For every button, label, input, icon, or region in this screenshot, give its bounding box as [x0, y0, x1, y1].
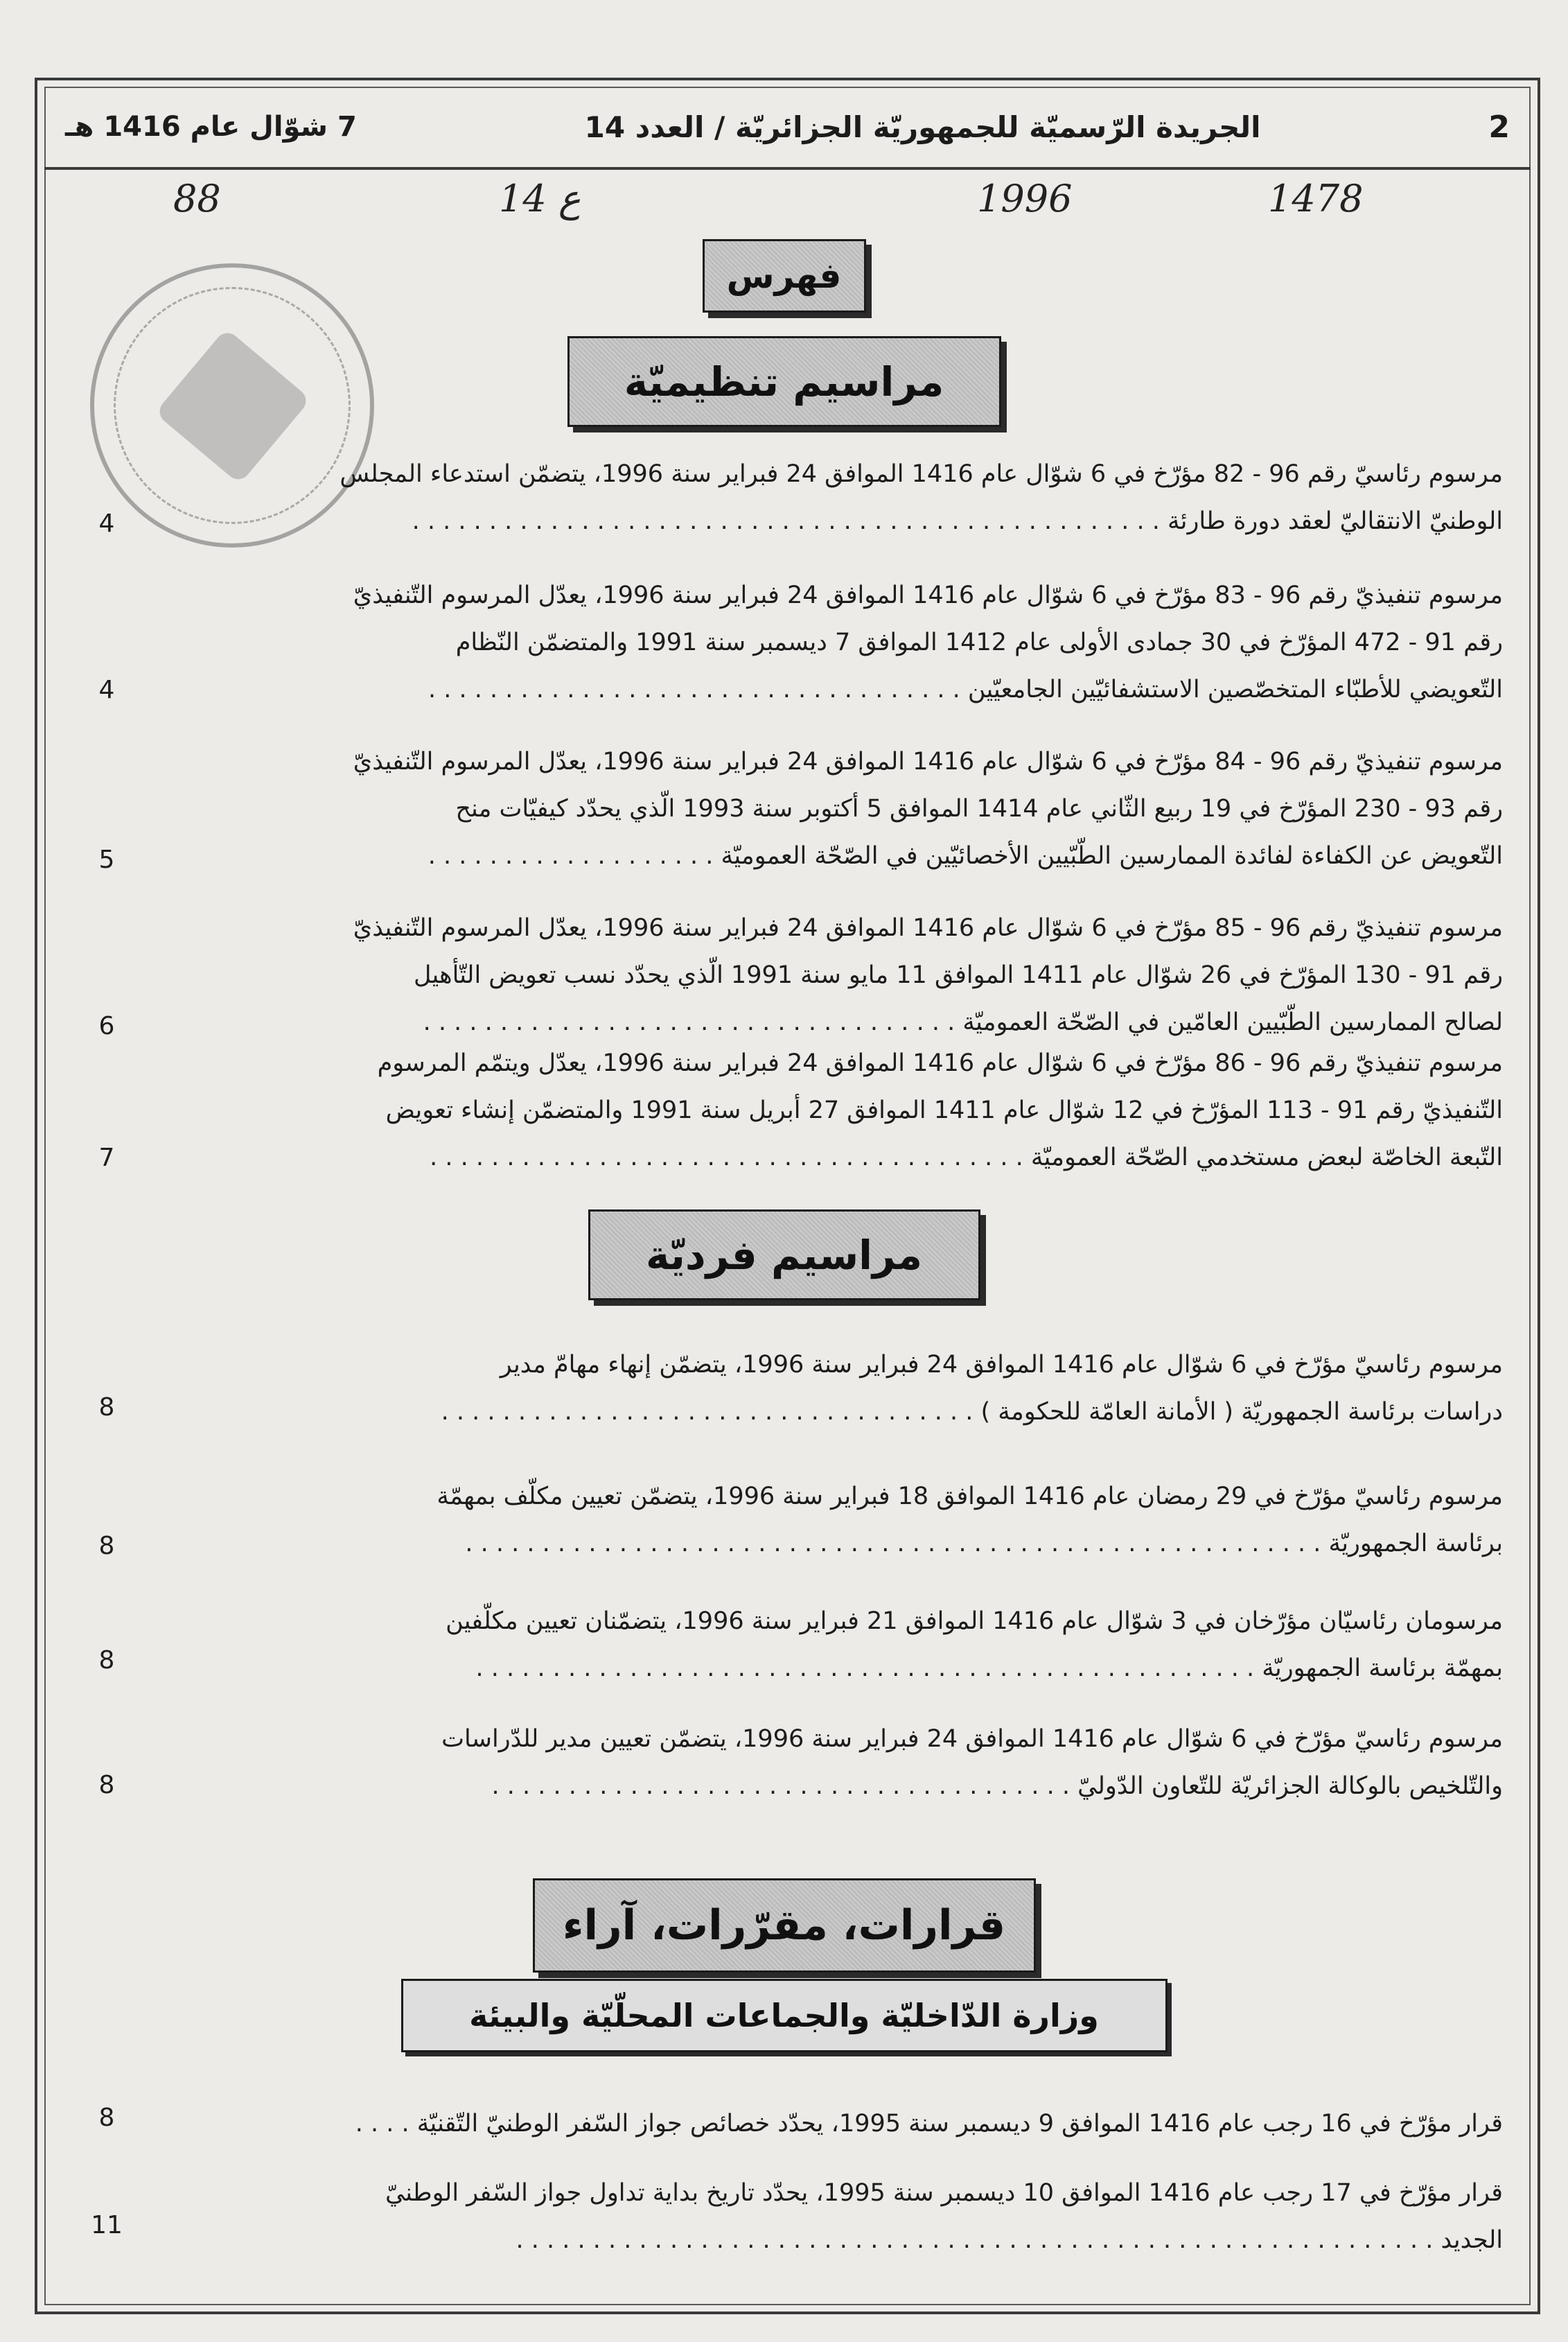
- entry-text: قرار مؤرّخ في 16 رجب عام 1416 الموافق 9 ديسمبر سنة 1995، يحدّد خصائص جواز السّفر الوطنيّ التّقنيّة . . . .: [355, 2110, 1503, 2138]
- entry-text: مرسوم رئاسيّ مؤرّخ في 29 رمضان عام 1416 الموافق 18 فبراير سنة 1996، يتضمّن تعيين مكلّف بمهمّة برئاسة الجمهوريّة . . . . . . . . . . . . . . . . . . . . . . . . . . . . . . . . . . . . . . . . . . . . . . . . . . . . . . . .: [437, 1483, 1503, 1557]
- page-header: [44, 87, 1531, 170]
- entry-text: مرسوم تنفيذيّ رقم 96 - 83 مؤرّخ في 6 شوّال عام 1416 الموافق 24 فبراير سنة 1996، يعدّل المرسوم التّنفيذيّ رقم 91 - 472 المؤرّخ في 30 جمادى الأولى عام 1412 الموافق 7 ديسمبر سنة 1991 والمتضمّن النّظام التّعويضي للأطبّاء المتخصّصين الاستشفائيّين الجامعيّين . . . . . . . . . . . . . . . . . . . . . . . . . . . . . . . . . . .: [353, 582, 1503, 704]
- page-ref: 6: [98, 1012, 115, 1040]
- entry-text: مرسوم تنفيذيّ رقم 96 - 85 مؤرّخ في 6 شوّال عام 1416 الموافق 24 فبراير سنة 1996، يعدّل المرسوم التّنفيذيّ رقم 91 - 130 المؤرّخ في 26 شوّال عام 1411 الموافق 11 مايو سنة 1991 الّذي يحدّد نسب تعويض التّأهيل لصالح الممارسين الطّبّيين العامّين في الصّحّة العموميّة . . . . . . . . . . . . . . . . . . . . . . . . . . . . . . . . . . .: [353, 914, 1503, 1036]
- page-ref: 8: [98, 1393, 115, 1422]
- ministry-subtitle-box: وزارة الدّاخليّة والجماعات المحلّيّة والبيئة: [401, 1979, 1168, 2052]
- page-ref: 8: [98, 2104, 115, 2132]
- issue-date: 7 شوّال عام 1416 هـ: [65, 111, 357, 143]
- section-title-regulatory-decrees: مراسيم تنظيميّة: [567, 336, 1001, 427]
- page-number: 2: [1488, 109, 1510, 145]
- handwritten-note: 14 ع: [499, 177, 581, 220]
- journal-title: الجريدة الرّسميّة للجمهوريّة الجزائريّة / العدد 14: [584, 110, 1261, 144]
- index-title-box: فهرس: [703, 239, 866, 313]
- section-title-individual-decrees: مراسيم فرديّة: [588, 1209, 980, 1300]
- handwritten-note: 1478: [1268, 177, 1364, 220]
- page-ref: 5: [98, 846, 115, 874]
- page-ref: 4: [98, 509, 115, 538]
- entry-text: مرسوم رئاسيّ مؤرّخ في 6 شوّال عام 1416 الموافق 24 فبراير سنة 1996، يتضمّن تعيين مدير للدّراسات والتّلخيص بالوكالة الجزائريّة للتّعاون الدّوليّ . . . . . . . . . . . . . . . . . . . . . . . . . . . . . . . . . . . . . .: [441, 1725, 1503, 1800]
- entry-text: قرار مؤرّخ في 17 رجب عام 1416 الموافق 10 ديسمبر سنة 1995، يحدّد تاريخ بداية تداول جواز السّفر الوطنيّ الجديد . . . . . . . . . . . . . . . . . . . . . . . . . . . . . . . . . . . . . . . . . . . . . . . . . . . . . . . . . . . .: [385, 2179, 1503, 2254]
- page-ref: 7: [98, 1144, 115, 1172]
- page-ref: 8: [98, 1532, 115, 1560]
- entry-text: مرسوم رئاسيّ مؤرّخ في 6 شوّال عام 1416 الموافق 24 فبراير سنة 1996، يتضمّن إنهاء مهامّ مدير دراسات برئاسة الجمهوريّة ( الأمانة العامّة للحكومة ) . . . . . . . . . . . . . . . . . . . . . . . . . . . . . . . . . . .: [441, 1351, 1503, 1426]
- handwritten-note: 88: [173, 177, 221, 220]
- page-ref: 8: [98, 1771, 115, 1799]
- entry-text: مرسوم تنفيذيّ رقم 96 - 84 مؤرّخ في 6 شوّال عام 1416 الموافق 24 فبراير سنة 1996، يعدّل المرسوم التّنفيذيّ رقم 93 - 230 المؤرّخ في 19 ربيع الثّاني عام 1414 الموافق 5 أكتوبر سنة 1993 الّذي يحدّد كيفيّات منح التّعويض عن الكفاءة لفائدة الممارسين الطّبّيين الأخصائيّين في الصّحّة العموميّة . . . . . . . . . . . . . . . . . . .: [353, 748, 1503, 870]
- page-ref: 11: [91, 2211, 123, 2239]
- entry-text: مرسوم رئاسيّ رقم 96 - 82 مؤرّخ في 6 شوّال عام 1416 الموافق 24 فبراير سنة 1996، يتضمّن استدعاء المجلس الوطنيّ الانتقاليّ لعقد دورة طارئة . . . . . . . . . . . . . . . . . . . . . . . . . . . . . . . . . . . . . . . . . . . . . . . . .: [340, 460, 1503, 535]
- handwritten-note: 1996: [977, 177, 1073, 220]
- section-title-decisions: قرارات، مقرّرات، آراء: [533, 1878, 1036, 1973]
- entry-text: مرسوم تنفيذيّ رقم 96 - 86 مؤرّخ في 6 شوّال عام 1416 الموافق 24 فبراير سنة 1996، يعدّل ويتمّم المرسوم التّنفيذيّ رقم 91 - 113 المؤرّخ في 12 شوّال عام 1411 الموافق 27 أبريل سنة 1991 والمتضمّن إنشاء تعويض التّبعة الخاصّة لبعض مستخدمي الصّحّة العموميّة . . . . . . . . . . . . . . . . . . . . . . . . . . . . . . . . . . . . . . .: [377, 1049, 1503, 1171]
- page-ref: 8: [98, 1646, 115, 1675]
- entry-text: مرسومان رئاسيّان مؤرّخان في 3 شوّال عام 1416 الموافق 21 فبراير سنة 1996، يتضمّنان تعيين مكلّفين بمهمّة برئاسة الجمهوريّة . . . . . . . . . . . . . . . . . . . . . . . . . . . . . . . . . . . . . . . . . . . . . . . . . . .: [446, 1607, 1503, 1682]
- page-ref: 4: [98, 676, 115, 704]
